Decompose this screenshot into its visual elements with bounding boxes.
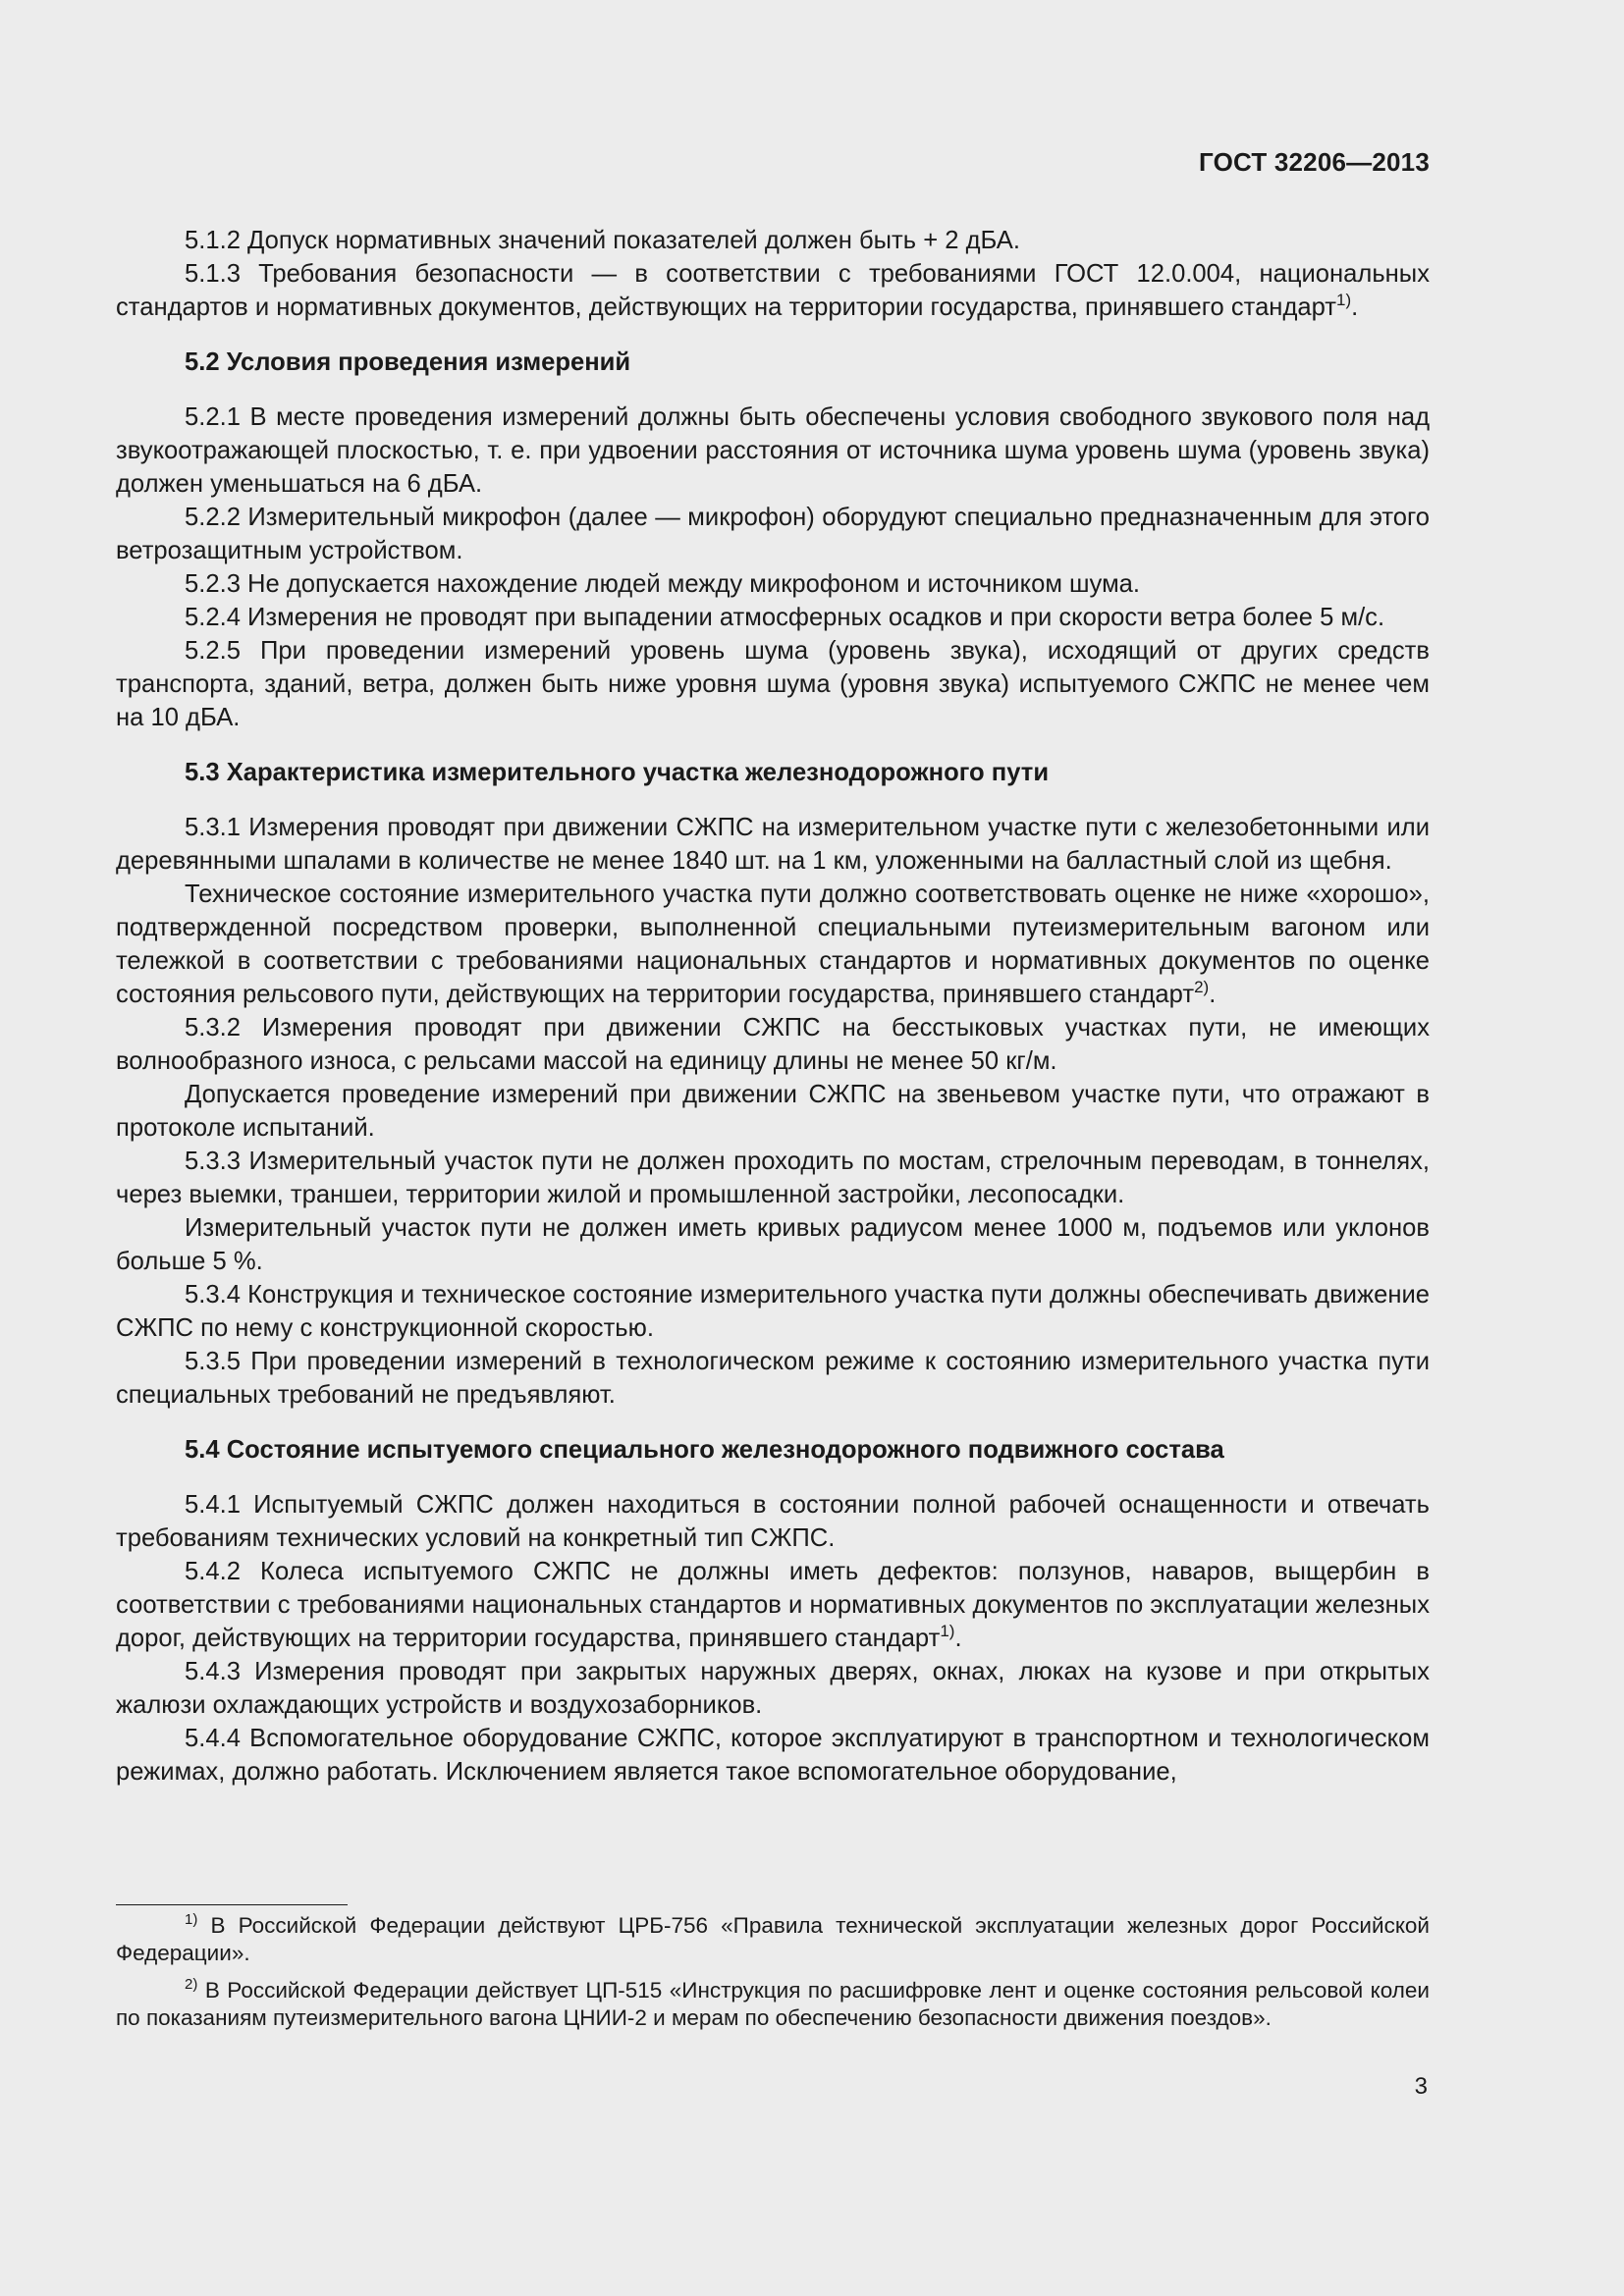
paragraph-5-3-4: 5.3.4 Конструкция и техническое состояние измерительного участка пути должны обеспечивать движение СЖПС по нему с конструкционной скоростью. [116,1281,1430,1342]
paragraph-5-2-5: 5.2.5 При проведении измерений уровень шума (уровень звука), исходящий от других средств транспорта, зданий, ветра, должен быть ниже уровня шума (уровня звука) испытуемого СЖПС не менее чем на 10 дБА. [116,637,1430,731]
paragraph-5-1-2: 5.1.2 Допуск нормативных значений показателей должен быть + 2 дБА. [185,227,1020,254]
paragraph-5-3-5: 5.3.5 При проведении измерений в технологическом режиме к состоянию измерительного участка пути специальных требований не предъявляют. [116,1348,1430,1409]
paragraph-5-3-1: 5.3.1 Измерения проводят при движении СЖПС на измерительном участке пути с железобетонными или деревянными шпалами в количестве не менее 1840 шт. на 1 км, уложенными на балластный слой из щебня. [116,814,1430,875]
footnotes [116,1912,1430,2042]
paragraph-5-4-2: 5.4.2 Колеса испытуемого СЖПС не должны иметь дефектов: ползунов, наваров, выщербин в соответствии с требованиями национальных стандартов и нормативных документов по эксплуатации железных дорог, действующих на территории государства, принявшего стандарт$^{1)}$. [116,1558,1430,1652]
footnote-marker: 2) [185,1976,198,1993]
footnote-1: $^{1)}$ В Российской Федерации действуют ЦРБ-756 «Правила технической эксплуатации железных дорог Российской Федерации». [116,1911,1430,1965]
document-code-header: ГОСТ 32206—2013 [1199,147,1430,177]
paragraph-5-3-1-condition: Техническое состояние измерительного участка пути должно соответствовать оценке не ниже «хорошо», подтвержденной посредством проверки, выполненной специальными путеизмерительным вагоном или тележкой в соответствии с требованиями национальных стандартов и нормативных документов по оценке состояния рельсового пути, действующих на территории государства, принявшего стандарт$^{2)}$. [116,881,1430,1008]
section-heading-5-4: 5.4 Состояние испытуемого специального железнодорожного подвижного состава [185,1436,1224,1464]
paragraph-5-2-1: 5.2.1 В месте проведения измерений должны быть обеспечены условия свободного звукового поля над звукоотражающей плоскостью, т. е. при удвоении расстояния от источника шума уровень шума (уровень звука) должен уменьшаться на 6 дБА. [116,403,1430,498]
document-body [116,224,1430,1789]
section-heading-5-3: 5.3 Характеристика измерительного участка железнодорожного пути [185,759,1050,786]
footnote-marker: 1) [185,1911,198,1928]
footnote-separator [116,1904,348,1905]
paragraph-5-4-3: 5.4.3 Измерения проводят при закрытых наружных дверях, окнах, люках на кузове и при открытых жалюзи охлаждающих устройств и воздухозаборников. [116,1658,1430,1719]
section-heading-5-2: 5.2 Условия проведения измерений [185,348,631,376]
paragraph-5-2-2: 5.2.2 Измерительный микрофон (далее — микрофон) оборудуют специально предназначенным для этого ветрозащитным устройством. [116,504,1430,564]
footnote-ref-2: 2) [1194,978,1210,996]
paragraph-5-3-2: 5.3.2 Измерения проводят при движении СЖПС на бесстыковых участках пути, не имеющих волнообразного износа, с рельсами массой на единицу длины не менее 50 кг/м. [116,1014,1430,1075]
paragraph-5-3-2-allowance: Допускается проведение измерений при движении СЖПС на звеньевом участке пути, что отражают в протоколе испытаний. [116,1081,1430,1142]
footnote-ref-1: 1) [940,1622,955,1640]
paragraph-5-2-3: 5.2.3 Не допускается нахождение людей между микрофоном и источником шума. [185,570,1141,598]
paragraph-5-1-3: 5.1.3 Требования безопасности — в соответствии с требованиями ГОСТ 12.0.004, национальных стандартов и нормативных документов, действующих на территории государства, принявшего стандарт$^{1)}$. [116,260,1430,321]
page-number: 3 [1414,2073,1428,2100]
paragraph-5-2-4: 5.2.4 Измерения не проводят при выпадении атмосферных осадков и при скорости ветра более 5 м/с. [185,604,1385,631]
footnote-ref-1: 1) [1336,291,1352,309]
paragraph-5-3-3: 5.3.3 Измерительный участок пути не должен проходить по мостам, стрелочным переводам, в тоннелях, через выемки, траншеи, территории жилой и промышленной застройки, лесопосадки. [116,1148,1430,1208]
paragraph-5-3-3-curves: Измерительный участок пути не должен иметь кривых радиусом менее 1000 м, подъемов или уклонов больше 5 %. [116,1214,1430,1275]
footnote-2: $^{2)}$ В Российской Федерации действует ЦП-515 «Инструкция по расшифровке лент и оценке состояния рельсовой колеи по показаниям путеизмерительного вагона ЦНИИ-2 и мерам по обеспечению безопасности движения поездов». [116,1976,1430,2030]
paragraph-5-4-1: 5.4.1 Испытуемый СЖПС должен находиться в состоянии полной рабочей оснащенности и отвечать требованиям технических условий на конкретный тип СЖПС. [116,1491,1430,1552]
paragraph-5-4-4: 5.4.4 Вспомогательное оборудование СЖПС, которое эксплуатируют в транспортном и технологическом режимах, должно работать. Исключением является такое вспомогательное оборудование, [116,1725,1430,1786]
